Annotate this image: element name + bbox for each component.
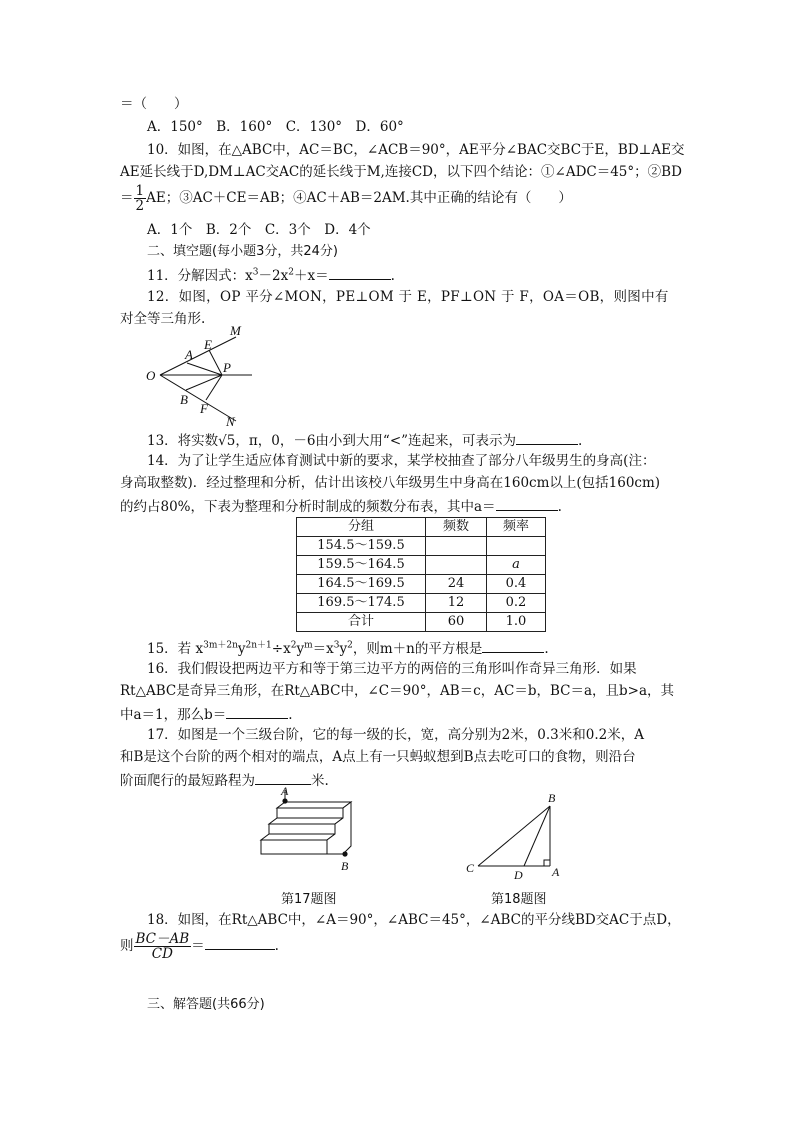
label-f: F <box>200 401 208 416</box>
table-cell: 154.5～159.5 <box>297 537 426 556</box>
q10-line1: 10．如图，在△ABC中，AC＝BC，∠ACB＝90°，AE平分∠BAC交BC于E，BD⊥AE交 <box>147 142 685 158</box>
q17-line3-text: 阶面爬行的最短路程为 <box>120 773 255 789</box>
label-d: D <box>514 868 523 882</box>
caption-fig17: 第17题图 <box>281 892 337 907</box>
q15-prefix: 15．若 x <box>147 641 204 657</box>
q18-line1: 18．如图，在Rt△ABC中，∠A＝90°，∠ABC＝45°，∠ABC的平分线BD交AC于点D， <box>147 912 681 928</box>
step-bottom-riser <box>261 840 327 854</box>
table-header: 频率 <box>487 518 546 537</box>
q15-part: y <box>296 641 305 657</box>
answer-blank[interactable] <box>516 430 578 445</box>
q13-tail: . <box>578 433 583 449</box>
answer-blank[interactable] <box>205 935 275 950</box>
q11-tail: . <box>390 268 395 284</box>
label-b: B <box>548 791 556 805</box>
table-cell: 合计 <box>297 613 426 632</box>
q18-fraction <box>134 932 192 961</box>
q15-exp: 3 <box>333 640 340 651</box>
q11-prefix: 11．分解因式：x <box>147 268 253 284</box>
q14-line3-text: 的约占80%，下表为整理和分析时制成的频数分布表，其中a＝ <box>120 499 496 515</box>
point-b-marker <box>342 851 347 856</box>
figure-q17-staircase <box>255 784 365 884</box>
label-o: O <box>146 368 156 383</box>
q10-line3: ＝ $\frac{1}{2}$ AE；③AC＋CE＝AB；④AC＋AB＝2AM.其中正确的结论有（ ） <box>120 183 572 214</box>
step-top-surface <box>277 802 351 808</box>
q15-exp: 2 <box>347 640 353 651</box>
q17-line1: 17．如图是一个三级台阶，它的每一级的长，宽，高分别为2米，0.3米和0.2米，A <box>147 727 644 743</box>
table-cell: a <box>487 556 546 575</box>
label-b: B <box>180 392 188 407</box>
q15-exp: m <box>304 640 313 651</box>
segment-bp <box>186 375 222 390</box>
table-row <box>297 537 546 556</box>
q18-prefix: 则 <box>120 938 134 954</box>
bisector-bd <box>524 806 550 866</box>
q11-end: ＋x＝ <box>293 268 329 284</box>
section-title-fill-in: 二、填空题(每小题3分，共24分) <box>147 244 338 259</box>
q9-options: A．150° B．160° C．130° D．60° <box>147 119 404 135</box>
q13-text: 13．将实数√5，π，0，－6由小到大用“<”连起来，可表示为 <box>147 433 517 449</box>
label-e: E <box>204 337 212 352</box>
q10-fraction <box>134 184 147 213</box>
table-cell: 1.0 <box>487 613 546 632</box>
q13 <box>147 430 582 450</box>
q16-line3-text: 中a＝1，那么b＝ <box>120 707 227 723</box>
q11-mid: －2x <box>258 268 289 284</box>
table-cell: 159.5～164.5 <box>297 556 426 575</box>
q16-tail: . <box>288 707 293 723</box>
fraction-denominator: 2 <box>135 198 145 214</box>
q18-equals: ＝ <box>191 938 205 954</box>
q15-part: y <box>237 641 246 657</box>
q15-part: ÷x <box>271 641 291 657</box>
q15-exp: 2 <box>290 640 297 651</box>
q10-line3-text: AE；③AC＋CE＝AB；④AC＋AB＝2AM.其中正确的结论有（ ） <box>146 190 572 206</box>
q14-tail: . <box>557 499 562 515</box>
table-cell <box>426 556 487 575</box>
q15 <box>147 638 549 658</box>
table-cell: 164.5～169.5 <box>297 575 426 594</box>
label-n: N <box>226 414 235 429</box>
table-cell: 24 <box>426 575 487 594</box>
table-cell <box>426 537 487 556</box>
label-p: P <box>223 360 231 375</box>
table-cell: 169.5～174.5 <box>297 594 426 613</box>
step-bottom-surface <box>261 834 335 840</box>
right-angle-mark <box>544 860 550 866</box>
q15-part: ＝x <box>312 641 334 657</box>
q15-exp: 3m＋2n <box>203 640 238 651</box>
q11-exp2: 2 <box>288 267 294 278</box>
answer-blank[interactable] <box>255 770 311 785</box>
label-a: A <box>552 865 560 879</box>
frequency-table <box>296 517 546 632</box>
answer-blank[interactable] <box>329 265 391 280</box>
step-middle-surface <box>269 818 343 824</box>
table-header: 分组 <box>297 518 426 537</box>
table-row <box>297 556 546 575</box>
q14-line2: 身高取整数)．经过整理和分析，估计出该校八年级男生中身高在160cm以上(包括160cm) <box>120 475 661 491</box>
label-a: A <box>281 784 289 798</box>
table-row <box>297 613 546 632</box>
q15-end: ，则m＋n的平方根是 <box>352 641 483 657</box>
label-m: M <box>230 323 241 338</box>
q10-line2: AE延长线于D,DM⊥AC交AC的延长线于M,连接CD，以下四个结论：①∠ADC＝45°；②BD <box>120 164 682 180</box>
table-cell <box>487 537 546 556</box>
q16-line1: 16．我们假设把两边平方和等于第三边平方的两倍的三角形叫作奇异三角形．如果 <box>147 661 637 677</box>
point-a-marker <box>282 798 287 803</box>
q17-tail: 米. <box>311 773 329 789</box>
q15-part: y <box>339 641 348 657</box>
ray-on <box>160 375 236 421</box>
q16-line2: Rt△ABC是奇异三角形，在Rt△ABC中，∠C＝90°，AB＝c，AC＝b，BC＝a，且b>a，其 <box>120 683 675 699</box>
fraction-numerator: BC－AB <box>135 931 190 947</box>
figure-q12 <box>140 322 260 430</box>
side-cb <box>478 806 550 866</box>
q11 <box>147 265 395 285</box>
table-row <box>297 575 546 594</box>
table-cell: 12 <box>426 594 487 613</box>
answer-blank[interactable] <box>482 638 544 653</box>
table-cell: 0.4 <box>487 575 546 594</box>
fraction-denominator: CD <box>151 946 173 962</box>
q14-line3 <box>120 496 562 516</box>
q12-line1: 12．如图，OP 平分∠MON，PE⊥OM 于 E，PF⊥ON 于 F，OA＝OB，则图中有 <box>147 289 669 305</box>
answer-blank[interactable] <box>226 704 288 719</box>
table-cell: 0.2 <box>487 594 546 613</box>
q18-tail: . <box>274 938 279 954</box>
q16-line3 <box>120 704 293 724</box>
table-header: 频数 <box>426 518 487 537</box>
q15-tail: . <box>544 641 549 657</box>
q14-line1: 14．为了让学生适应体育测试中新的要求，某学校抽查了部分八年级男生的身高(注： <box>147 453 656 469</box>
answer-blank[interactable] <box>496 496 558 511</box>
q10-options: A．1个 B．2个 C．3个 D．4个 <box>147 222 371 238</box>
caption-fig18: 第18题图 <box>491 892 547 907</box>
q17-line2: 和B是这个台阶的两个相对的端点，A点上有一只蚂蚁想到B点去吃可口的食物，则沿台 <box>120 749 636 765</box>
q9-continuation: ＝（ ） <box>120 96 188 112</box>
figure-q18-triangle <box>462 790 572 882</box>
step-middle-riser <box>269 824 335 834</box>
q15-exp: 2n＋1 <box>245 640 272 651</box>
section-title-solutions: 三、解答题(共66分) <box>147 997 265 1012</box>
step-top-riser <box>277 808 343 818</box>
q11-exp1: 3 <box>252 267 259 278</box>
label-b: B <box>341 859 349 873</box>
table-cell: 60 <box>426 613 487 632</box>
label-c: C <box>466 861 475 875</box>
label-a: A <box>185 347 193 362</box>
q18-line2 <box>120 932 279 961</box>
q12-line2: 对全等三角形. <box>120 311 206 327</box>
table-header-row <box>297 518 546 537</box>
fraction-numerator: 1 <box>135 183 145 199</box>
table-row <box>297 594 546 613</box>
